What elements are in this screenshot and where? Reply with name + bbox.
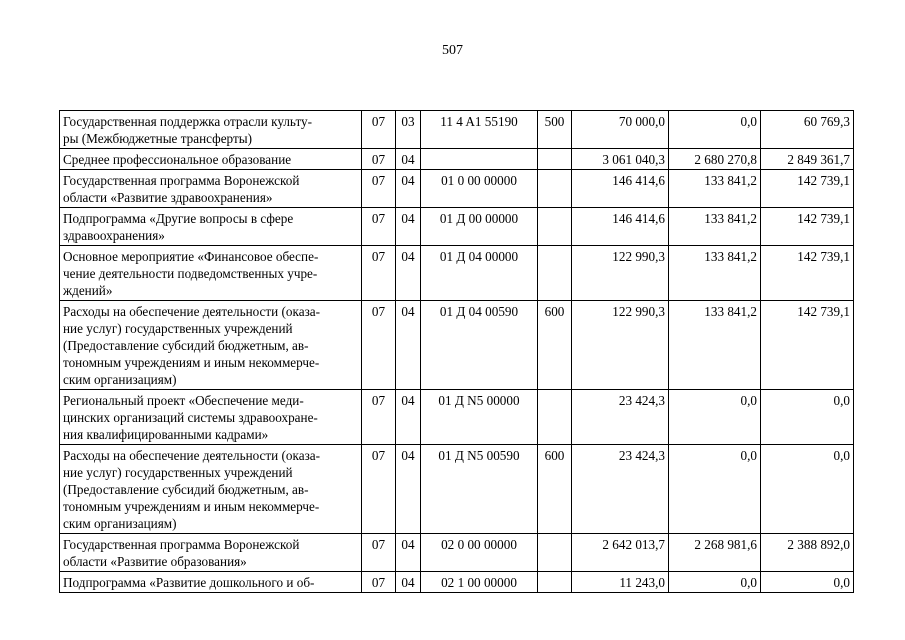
item-name-line: ния квалифицированными кадрами» <box>63 427 269 442</box>
target-article-cell: 01 Д N5 00590 <box>421 445 538 534</box>
section-code-cell: 07 <box>362 445 396 534</box>
amount-year-1-cell: 122 990,3 <box>572 301 669 390</box>
item-name-cell <box>60 170 362 208</box>
item-name-line: чение деятельности подведомственных учре- <box>63 266 318 281</box>
table-body <box>60 111 854 593</box>
amount-year-2-cell: 133 841,2 <box>669 208 761 246</box>
amount-year-1-cell: 146 414,6 <box>572 208 669 246</box>
subsection-code-cell: 04 <box>396 390 421 445</box>
expense-type-cell <box>538 170 572 208</box>
item-name-line: (Предоставление субсидий бюджетным, ав- <box>63 482 309 497</box>
item-name-line: Среднее профессиональное образование <box>63 152 292 167</box>
expense-type-cell <box>538 149 572 170</box>
item-name-line: Расходы на обеспечение деятельности (оказа- <box>63 448 321 463</box>
item-name-line: Подпрограмма «Развитие дошкольного и об- <box>63 575 315 590</box>
table-row <box>60 149 854 170</box>
section-code-cell: 07 <box>362 534 396 572</box>
item-name-line: Государственная поддержка отрасли культу- <box>63 114 313 129</box>
expense-type-cell <box>538 572 572 593</box>
amount-year-2-cell: 2 268 981,6 <box>669 534 761 572</box>
subsection-code-cell: 04 <box>396 149 421 170</box>
amount-year-1-cell: 2 642 013,7 <box>572 534 669 572</box>
amount-year-2-cell: 0,0 <box>669 445 761 534</box>
amount-year-3-cell: 142 739,1 <box>761 301 854 390</box>
amount-year-3-cell: 142 739,1 <box>761 170 854 208</box>
item-name-line: ским организациям) <box>63 516 177 531</box>
item-name-line: Государственная программа Воронежской <box>63 173 300 188</box>
table-row <box>60 208 854 246</box>
item-name-line: Региональный проект «Обеспечение меди- <box>63 393 304 408</box>
item-name-line: ским организациям) <box>63 372 177 387</box>
table-row <box>60 390 854 445</box>
amount-year-1-cell: 3 061 040,3 <box>572 149 669 170</box>
expense-type-cell: 500 <box>538 111 572 149</box>
target-article-cell: 01 Д 00 00000 <box>421 208 538 246</box>
table-row <box>60 111 854 149</box>
amount-year-3-cell: 60 769,3 <box>761 111 854 149</box>
item-name-line: ние услуг) государственных учреждений <box>63 321 293 336</box>
item-name-cell <box>60 301 362 390</box>
amount-year-2-cell: 0,0 <box>669 111 761 149</box>
item-name-line: ждений» <box>63 283 113 298</box>
target-article-cell: 02 0 00 00000 <box>421 534 538 572</box>
table-row <box>60 445 854 534</box>
item-name-line: Расходы на обеспечение деятельности (оказа- <box>63 304 321 319</box>
subsection-code-cell: 04 <box>396 208 421 246</box>
table-row <box>60 170 854 208</box>
item-name-line: Государственная программа Воронежской <box>63 537 300 552</box>
target-article-cell: 01 Д 04 00000 <box>421 246 538 301</box>
item-name-line: тономным учреждениям и иным некоммерче- <box>63 499 320 514</box>
item-name-cell <box>60 246 362 301</box>
amount-year-3-cell: 0,0 <box>761 390 854 445</box>
section-code-cell: 07 <box>362 111 396 149</box>
subsection-code-cell: 03 <box>396 111 421 149</box>
table-row <box>60 246 854 301</box>
item-name-line: Подпрограмма «Другие вопросы в сфере <box>63 211 294 226</box>
amount-year-2-cell: 0,0 <box>669 572 761 593</box>
section-code-cell: 07 <box>362 208 396 246</box>
target-article-cell <box>421 149 538 170</box>
expense-type-cell <box>538 208 572 246</box>
table-row <box>60 572 854 593</box>
subsection-code-cell: 04 <box>396 301 421 390</box>
expense-type-cell <box>538 390 572 445</box>
expense-type-cell <box>538 246 572 301</box>
amount-year-3-cell: 142 739,1 <box>761 246 854 301</box>
amount-year-2-cell: 133 841,2 <box>669 246 761 301</box>
subsection-code-cell: 04 <box>396 445 421 534</box>
item-name-line: здравоохранения» <box>63 228 165 243</box>
section-code-cell: 07 <box>362 246 396 301</box>
amount-year-1-cell: 70 000,0 <box>572 111 669 149</box>
amount-year-2-cell: 133 841,2 <box>669 170 761 208</box>
item-name-line: Основное мероприятие «Финансовое обеспе- <box>63 249 319 264</box>
amount-year-2-cell: 0,0 <box>669 390 761 445</box>
item-name-cell <box>60 390 362 445</box>
target-article-cell: 01 Д 04 00590 <box>421 301 538 390</box>
amount-year-1-cell: 122 990,3 <box>572 246 669 301</box>
item-name-cell <box>60 534 362 572</box>
amount-year-3-cell: 2 849 361,7 <box>761 149 854 170</box>
target-article-cell: 02 1 00 00000 <box>421 572 538 593</box>
item-name-line: ры (Межбюджетные трансферты) <box>63 131 252 146</box>
section-code-cell: 07 <box>362 390 396 445</box>
target-article-cell: 01 Д N5 00000 <box>421 390 538 445</box>
section-code-cell: 07 <box>362 149 396 170</box>
amount-year-3-cell: 0,0 <box>761 445 854 534</box>
item-name-cell <box>60 445 362 534</box>
table-row <box>60 534 854 572</box>
expense-type-cell <box>538 534 572 572</box>
amount-year-1-cell: 23 424,3 <box>572 445 669 534</box>
amount-year-2-cell: 2 680 270,8 <box>669 149 761 170</box>
amount-year-3-cell: 142 739,1 <box>761 208 854 246</box>
section-code-cell: 07 <box>362 572 396 593</box>
subsection-code-cell: 04 <box>396 246 421 301</box>
item-name-line: тономным учреждениям и иным некоммерче- <box>63 355 320 370</box>
item-name-cell <box>60 111 362 149</box>
page-number: 507 <box>442 43 463 58</box>
item-name-cell <box>60 208 362 246</box>
expense-type-cell: 600 <box>538 445 572 534</box>
item-name-line: (Предоставление субсидий бюджетным, ав- <box>63 338 309 353</box>
target-article-cell: 01 0 00 00000 <box>421 170 538 208</box>
item-name-line: цинских организаций системы здравоохране- <box>63 410 318 425</box>
item-name-line: области «Развитие образования» <box>63 554 247 569</box>
target-article-cell: 11 4 A1 55190 <box>421 111 538 149</box>
amount-year-3-cell: 0,0 <box>761 572 854 593</box>
section-code-cell: 07 <box>362 301 396 390</box>
item-name-line: ние услуг) государственных учреждений <box>63 465 293 480</box>
expense-type-cell: 600 <box>538 301 572 390</box>
amount-year-3-cell: 2 388 892,0 <box>761 534 854 572</box>
budget-table <box>59 110 854 593</box>
item-name-cell <box>60 572 362 593</box>
item-name-line: области «Развитие здравоохранения» <box>63 190 273 205</box>
amount-year-1-cell: 23 424,3 <box>572 390 669 445</box>
amount-year-1-cell: 11 243,0 <box>572 572 669 593</box>
amount-year-1-cell: 146 414,6 <box>572 170 669 208</box>
subsection-code-cell: 04 <box>396 534 421 572</box>
item-name-cell <box>60 149 362 170</box>
subsection-code-cell: 04 <box>396 572 421 593</box>
subsection-code-cell: 04 <box>396 170 421 208</box>
table-row <box>60 301 854 390</box>
section-code-cell: 07 <box>362 170 396 208</box>
amount-year-2-cell: 133 841,2 <box>669 301 761 390</box>
